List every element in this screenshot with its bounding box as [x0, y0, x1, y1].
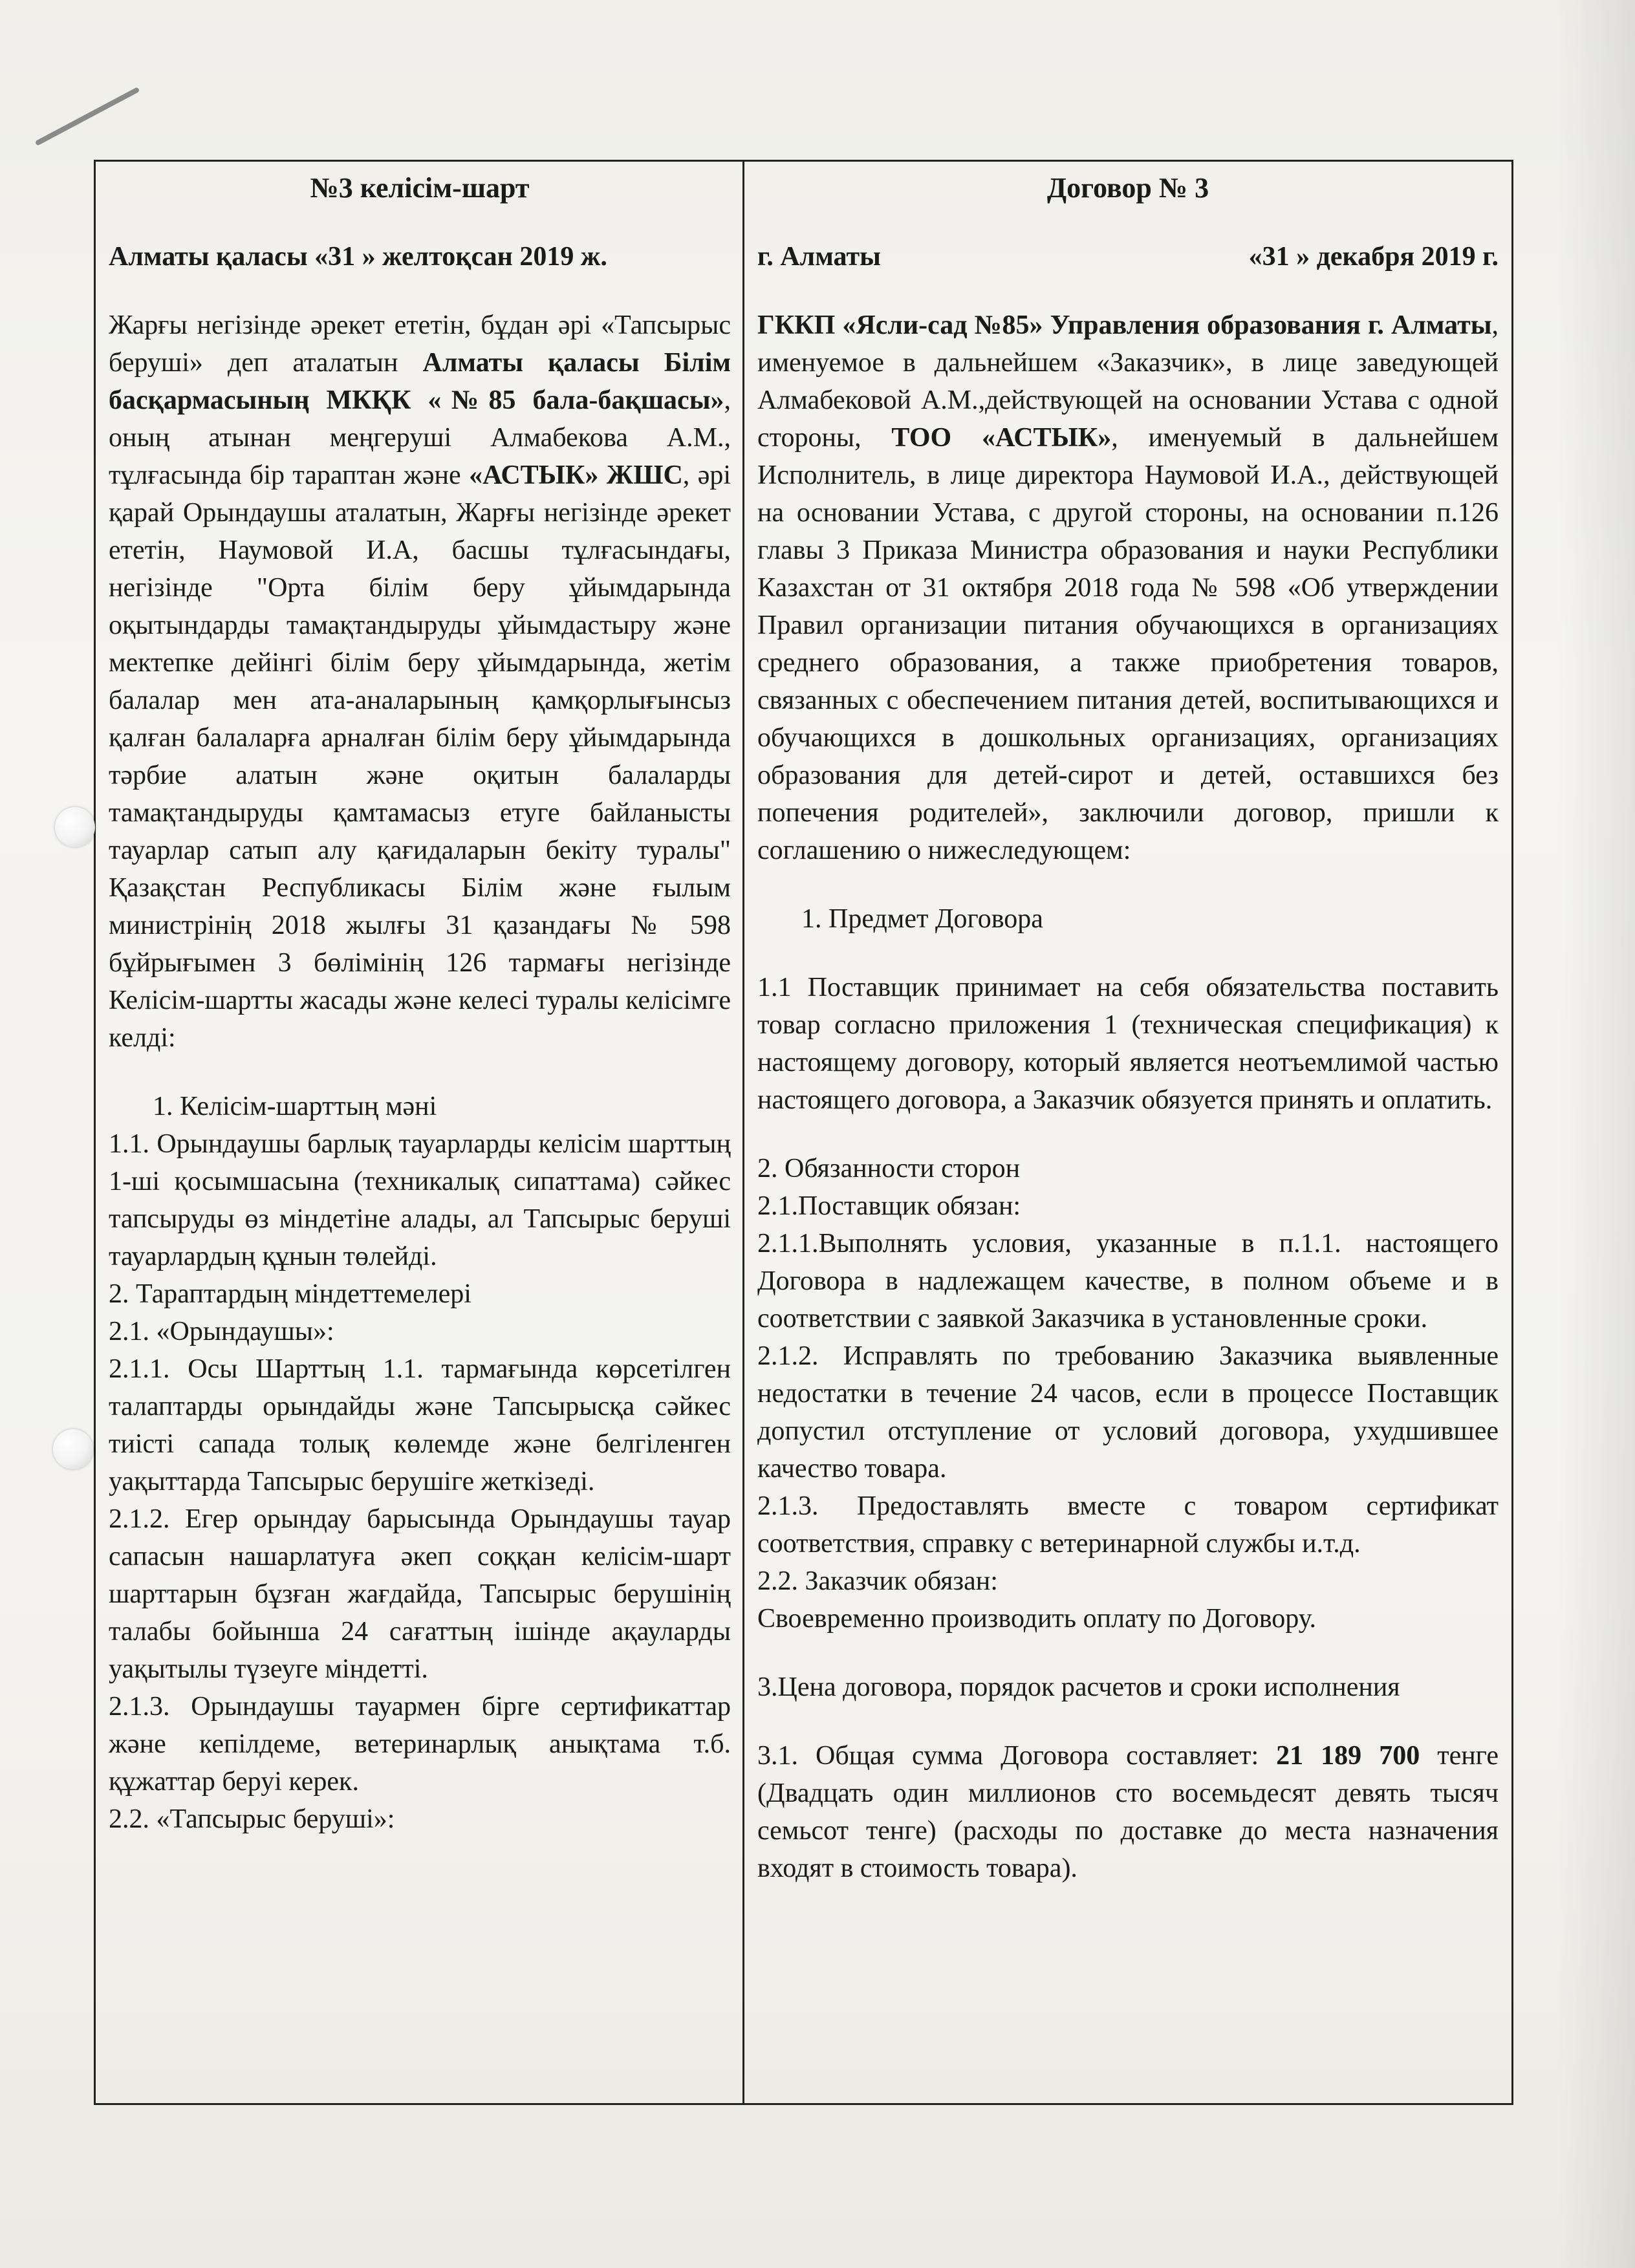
- kazakh-preamble-part: , әрі қарай Орындаушы аталатын, Жарғы негізінде әрекет ететін, Наумовой И.А, басшы тұлғасындағы, негізінде "Орта білім беру ұйымдарында оқытындарды тамақтандыруды ұйымдастыру және мектепке дейінгі білім беру ұйымдарында, жетім балалар мен ата-аналарының қамқорлығынсыз қалған балаларға арналған білім беру ұйымдарында тәрбие алатын және оқитын балаларды тамақтандыруды қамтамасыз етуге байланысты тауарлар сатып алу қағидаларын бекіту туралы" Қазақстан Республикасы Білім және ғылым министрінің 2018 жылғы 31 қазандағы № 598 бұйрығымен 3 бөлімінің 126 тармағы негізінде Келісім-шартты жасады және келесі туралы келісімге келді:: [109, 460, 731, 1053]
- kazakh-city-date: [109, 238, 731, 275]
- paper-edge-shadow: [1557, 0, 1635, 2268]
- punch-hole: [53, 1429, 93, 1469]
- punch-hole: [55, 807, 95, 847]
- kazakh-clause-2-1: 2.1. «Орындаушы»:: [109, 1317, 334, 1346]
- russian-clause-2-1-3: 2.1.3. Предоставлять вместе с товаром сертификат соответствия, справку с ветеринарной службы и.т.д.: [757, 1491, 1499, 1559]
- russian-title: Договор № 3: [1046, 172, 1209, 204]
- russian-clause-2-2-text: Своевременно производить оплату по Договору.: [757, 1604, 1316, 1634]
- kazakh-preamble-part: , оның атынан меңгеруші Алмабекова А.М., тұлғасында бір тараптан және: [109, 385, 731, 490]
- russian-preamble: [757, 307, 1499, 869]
- russian-clause-3-1-part: тенге (Двадцать один миллионов сто восемьдесят девять тысяч семьсот тенге) (расходы по доставке до места назначения входят в стоимость товара).: [757, 1741, 1499, 1883]
- contract-total-sum: 21 189 700: [1276, 1741, 1420, 1771]
- kazakh-clause-2-1-3: 2.1.3. Орындаушы тауармен бірге сертификаттар және кепілдеме, ветеринарлық анықтама т.б. құжаттар беруі керек.: [109, 1692, 731, 1797]
- russian-clause-3-1-part: 3.1. Общая сумма Договора составляет:: [757, 1741, 1277, 1771]
- russian-clause-2-2: 2.2. Заказчик обязан:: [757, 1566, 998, 1596]
- kazakh-city: Алматы қаласы: [109, 242, 308, 272]
- russian-section3-title: 3.Цена договора, порядок расчетов и сроки исполнения: [757, 1672, 1400, 1702]
- contract-table: [94, 160, 1513, 2105]
- russian-clause-2-1-2: 2.1.2. Исправлять по требованию Заказчика выявленные недостатки в течение 24 часов, если в процессе Поставщик допустил отступление от условий договора, ухудшившее качество товара.: [757, 1341, 1499, 1484]
- russian-clause-2-1: 2.1.Поставщик обязан:: [757, 1191, 1021, 1221]
- kazakh-column: [96, 162, 742, 2103]
- kazakh-title: №3 келісім-шарт: [310, 172, 530, 204]
- kazakh-customer-name: Алматы қаласы Білім басқармасының МКҚК «№85 бала-бақшасы»: [109, 348, 731, 415]
- kazakh-clause-2-1-1: 2.1.1. Осы Шарттың 1.1. тармағында көрсетілген талаптарды орындайды және Тапсырысқа сәйкес тиісті сапада толық көлемде және белгіленген уақыттарда Тапсырыс берушіге жеткізеді.: [109, 1354, 731, 1496]
- russian-section1-title: 1. Предмет Договора: [801, 904, 1043, 934]
- russian-city-date: [757, 238, 1499, 275]
- kazakh-clause-2-1-2: 2.1.2. Егер орындау барысында Орындаушы тауар сапасын нашарлатуға әкеп соққан келісім-шарт шарттарын бұзған жағдайда, Тапсырыс берушінің талабы бойынша 24 сағаттың ішінде ақауларды уақытылы түзеуге міндетті.: [109, 1504, 731, 1684]
- russian-clause-1-1: 1.1 Поставщик принимает на себя обязательства поставить товар согласно приложения 1 (техническая спецификация) к настоящему договору, который является неотъемлимой частью настоящего договора, а Заказчик обязуется принять и оплатить.: [757, 973, 1499, 1115]
- kazakh-date: «31 » желтоқсан 2019 ж.: [314, 242, 607, 272]
- russian-customer-name: ГККП «Ясли-сад №85» Управления образования г. Алматы: [757, 310, 1492, 340]
- kazakh-section2-title: 2. Тараптардың міндеттемелері: [109, 1279, 471, 1309]
- russian-clause-2-1-1: 2.1.1.Выполнять условия, указанные в п.1.1. настоящего Договора в надлежащем качестве, в полном объеме и в соответствии с заявкой Заказчика в установленные сроки.: [757, 1229, 1499, 1334]
- russian-date: «31 » декабря 2019 г.: [1248, 242, 1499, 272]
- russian-preamble-part: , именуемый в дальнейшем Исполнитель, в лице директора Наумовой И.А., действующей на основании Устава, с другой стороны, на основании п.126 главы 3 Приказа Министра образования и науки Республики Казахстан от 31 октября 2018 года № 598 «Об утверждении Правил организации питания обучающихся в организациях среднего образования, а также приобретения товаров, связанных с обеспечением питания детей, воспитывающихся и обучающихся в дошкольных организациях, организациях образования для детей-сирот и детей, оставшихся без попечения родителей», заключили договор, пришли к соглашению о нижеследующем:: [757, 423, 1499, 865]
- russian-preamble-part: , именуемое в дальнейшем «Заказчик», в лице заведующей Алмабековой А.М.,действующей на основании Устава с одной стороны,: [757, 310, 1499, 453]
- russian-section2-title: 2. Обязанности сторон: [757, 1154, 1021, 1183]
- kazakh-preamble-part: Жарғы негізінде әрекет ететін, бұдан әрі «Тапсырыс беруші» деп аталатын: [109, 310, 731, 378]
- kazakh-clause-2-2: 2.2. «Тапсырыс беруші»:: [109, 1804, 395, 1834]
- russian-clause-3-1: [757, 1737, 1499, 1887]
- kazakh-supplier-name: «АСТЫК» ЖШС: [469, 460, 683, 490]
- russian-city: г. Алматы: [757, 242, 881, 272]
- kazakh-section1-title: 1. Келісім-шарттың мәні: [153, 1092, 437, 1121]
- russian-column: [744, 162, 1511, 2103]
- kazakh-preamble: [109, 307, 731, 1057]
- russian-supplier-name: ТОО «АСТЫК»: [891, 423, 1112, 453]
- kazakh-clause-1-1: 1.1. Орындаушы барлық тауарларды келісім шарттың 1-ші қосымшасына (техникалық сипаттама) сәйкес тапсыруды өз міндетіне алады, ал Тапсырыс беруші тауарлардың құнын төлейді.: [109, 1129, 731, 1271]
